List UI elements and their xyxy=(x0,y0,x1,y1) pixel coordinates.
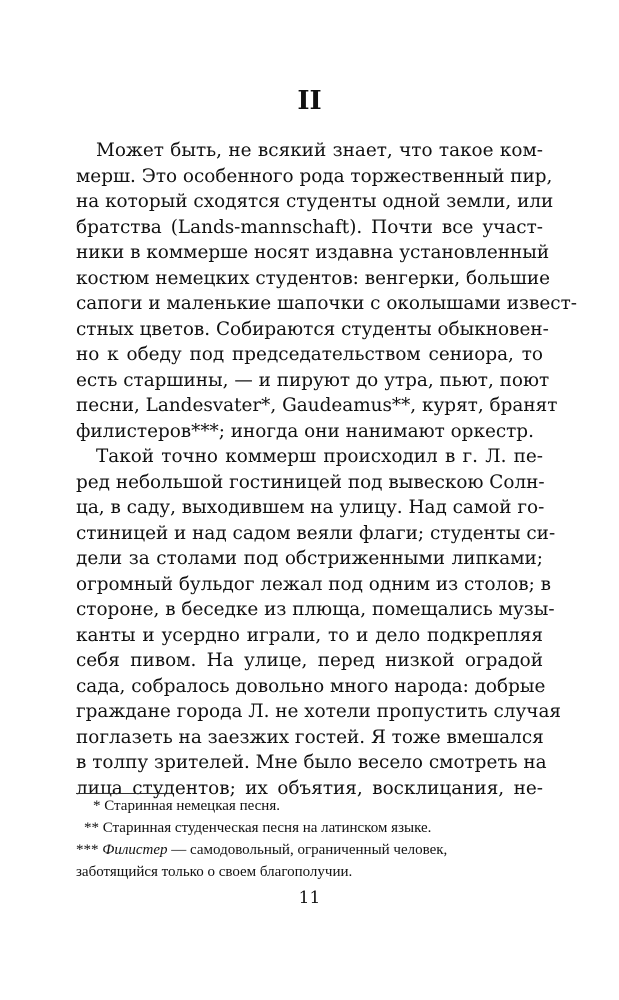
text-line: ред небольшой гостиницей под вывескою Солн- xyxy=(76,471,545,493)
footnote-text: Старинная немецкая песня. xyxy=(104,798,280,814)
text-line: на который сходятся студенты одной земли, или xyxy=(76,191,554,212)
text-line: стных цветов. Собираются студенты обыкновен- xyxy=(76,318,549,340)
text-line: братства (Lands-mannschaft). Почти все участ- xyxy=(76,216,543,238)
text-line: себя пивом. На улице, перед низкой оградой xyxy=(76,650,543,671)
footnote xyxy=(76,839,543,861)
page-number: 11 xyxy=(298,888,321,908)
text-line: ца, в саду, выходившем на улицу. Над самой го- xyxy=(76,497,545,518)
text-line: огромный бульдог лежал под одним из столов; в xyxy=(76,573,552,595)
text-line: но к обеду под председательством сениора, то xyxy=(76,344,543,365)
footnote-text: — самодовольный, ограниченный человек, xyxy=(167,842,448,858)
text-line: стороне, в беседке из плюща, помещались музы- xyxy=(76,599,555,620)
text-line: филистеров***; иногда они нанимают оркестр. xyxy=(76,420,534,442)
footnote-text: Старинная студенческая песня на латинском языке. xyxy=(102,820,432,836)
text-line: Такой точно коммерш происходил в г. Л. пе- xyxy=(96,446,543,467)
text-line: мерш. Это особенного рода торжественный пир, xyxy=(76,165,553,187)
text-line: поглазеть на заезжих гостей. Я тоже вмешался xyxy=(76,726,544,748)
text-line: песни, Landesvater*, Gaudeamus**, курят, бранят xyxy=(76,395,558,416)
text-line: лица студентов; их объятия, восклицания, не- xyxy=(76,777,543,799)
footnote-divider xyxy=(76,793,172,794)
footnote-continuation xyxy=(76,861,543,883)
footnote xyxy=(76,817,543,839)
text-line: Может быть, не всякий знает, что такое ком- xyxy=(96,140,543,161)
footnote xyxy=(76,795,543,817)
footnote-term: Филистер xyxy=(102,842,168,858)
footnotes xyxy=(76,795,543,883)
text-line: граждане города Л. не хотели пропустить случая xyxy=(76,701,562,722)
chapter-heading: II xyxy=(297,86,322,116)
text-line: костюм немецких студентов: венгерки, большие xyxy=(76,267,551,289)
footnote-marker: * xyxy=(93,798,105,814)
footnote-marker: *** xyxy=(76,842,103,858)
text-line: дели за столами под обстриженными липками; xyxy=(76,548,543,569)
text-line: ники в коммерше носят издавна установленный xyxy=(76,242,550,263)
text-line: канты и усердно играли, то и дело подкрепляя xyxy=(76,624,543,646)
footnote-text: заботящийся только о своем благополучии. xyxy=(76,864,353,880)
text-line: стиницей и над садом веяли флаги; студенты си- xyxy=(76,522,556,544)
text-line: сада, собралось довольно много народа: добрые xyxy=(76,675,546,697)
body-text xyxy=(76,138,577,801)
text-line: в толпу зрителей. Мне было весело смотреть на xyxy=(76,752,547,773)
text-line: есть старшины, — и пируют до утра, пьют, поют xyxy=(76,369,550,391)
text-line: сапоги и маленькие шапочки с околышами извест- xyxy=(76,293,577,314)
footnote-marker: ** xyxy=(84,820,103,836)
